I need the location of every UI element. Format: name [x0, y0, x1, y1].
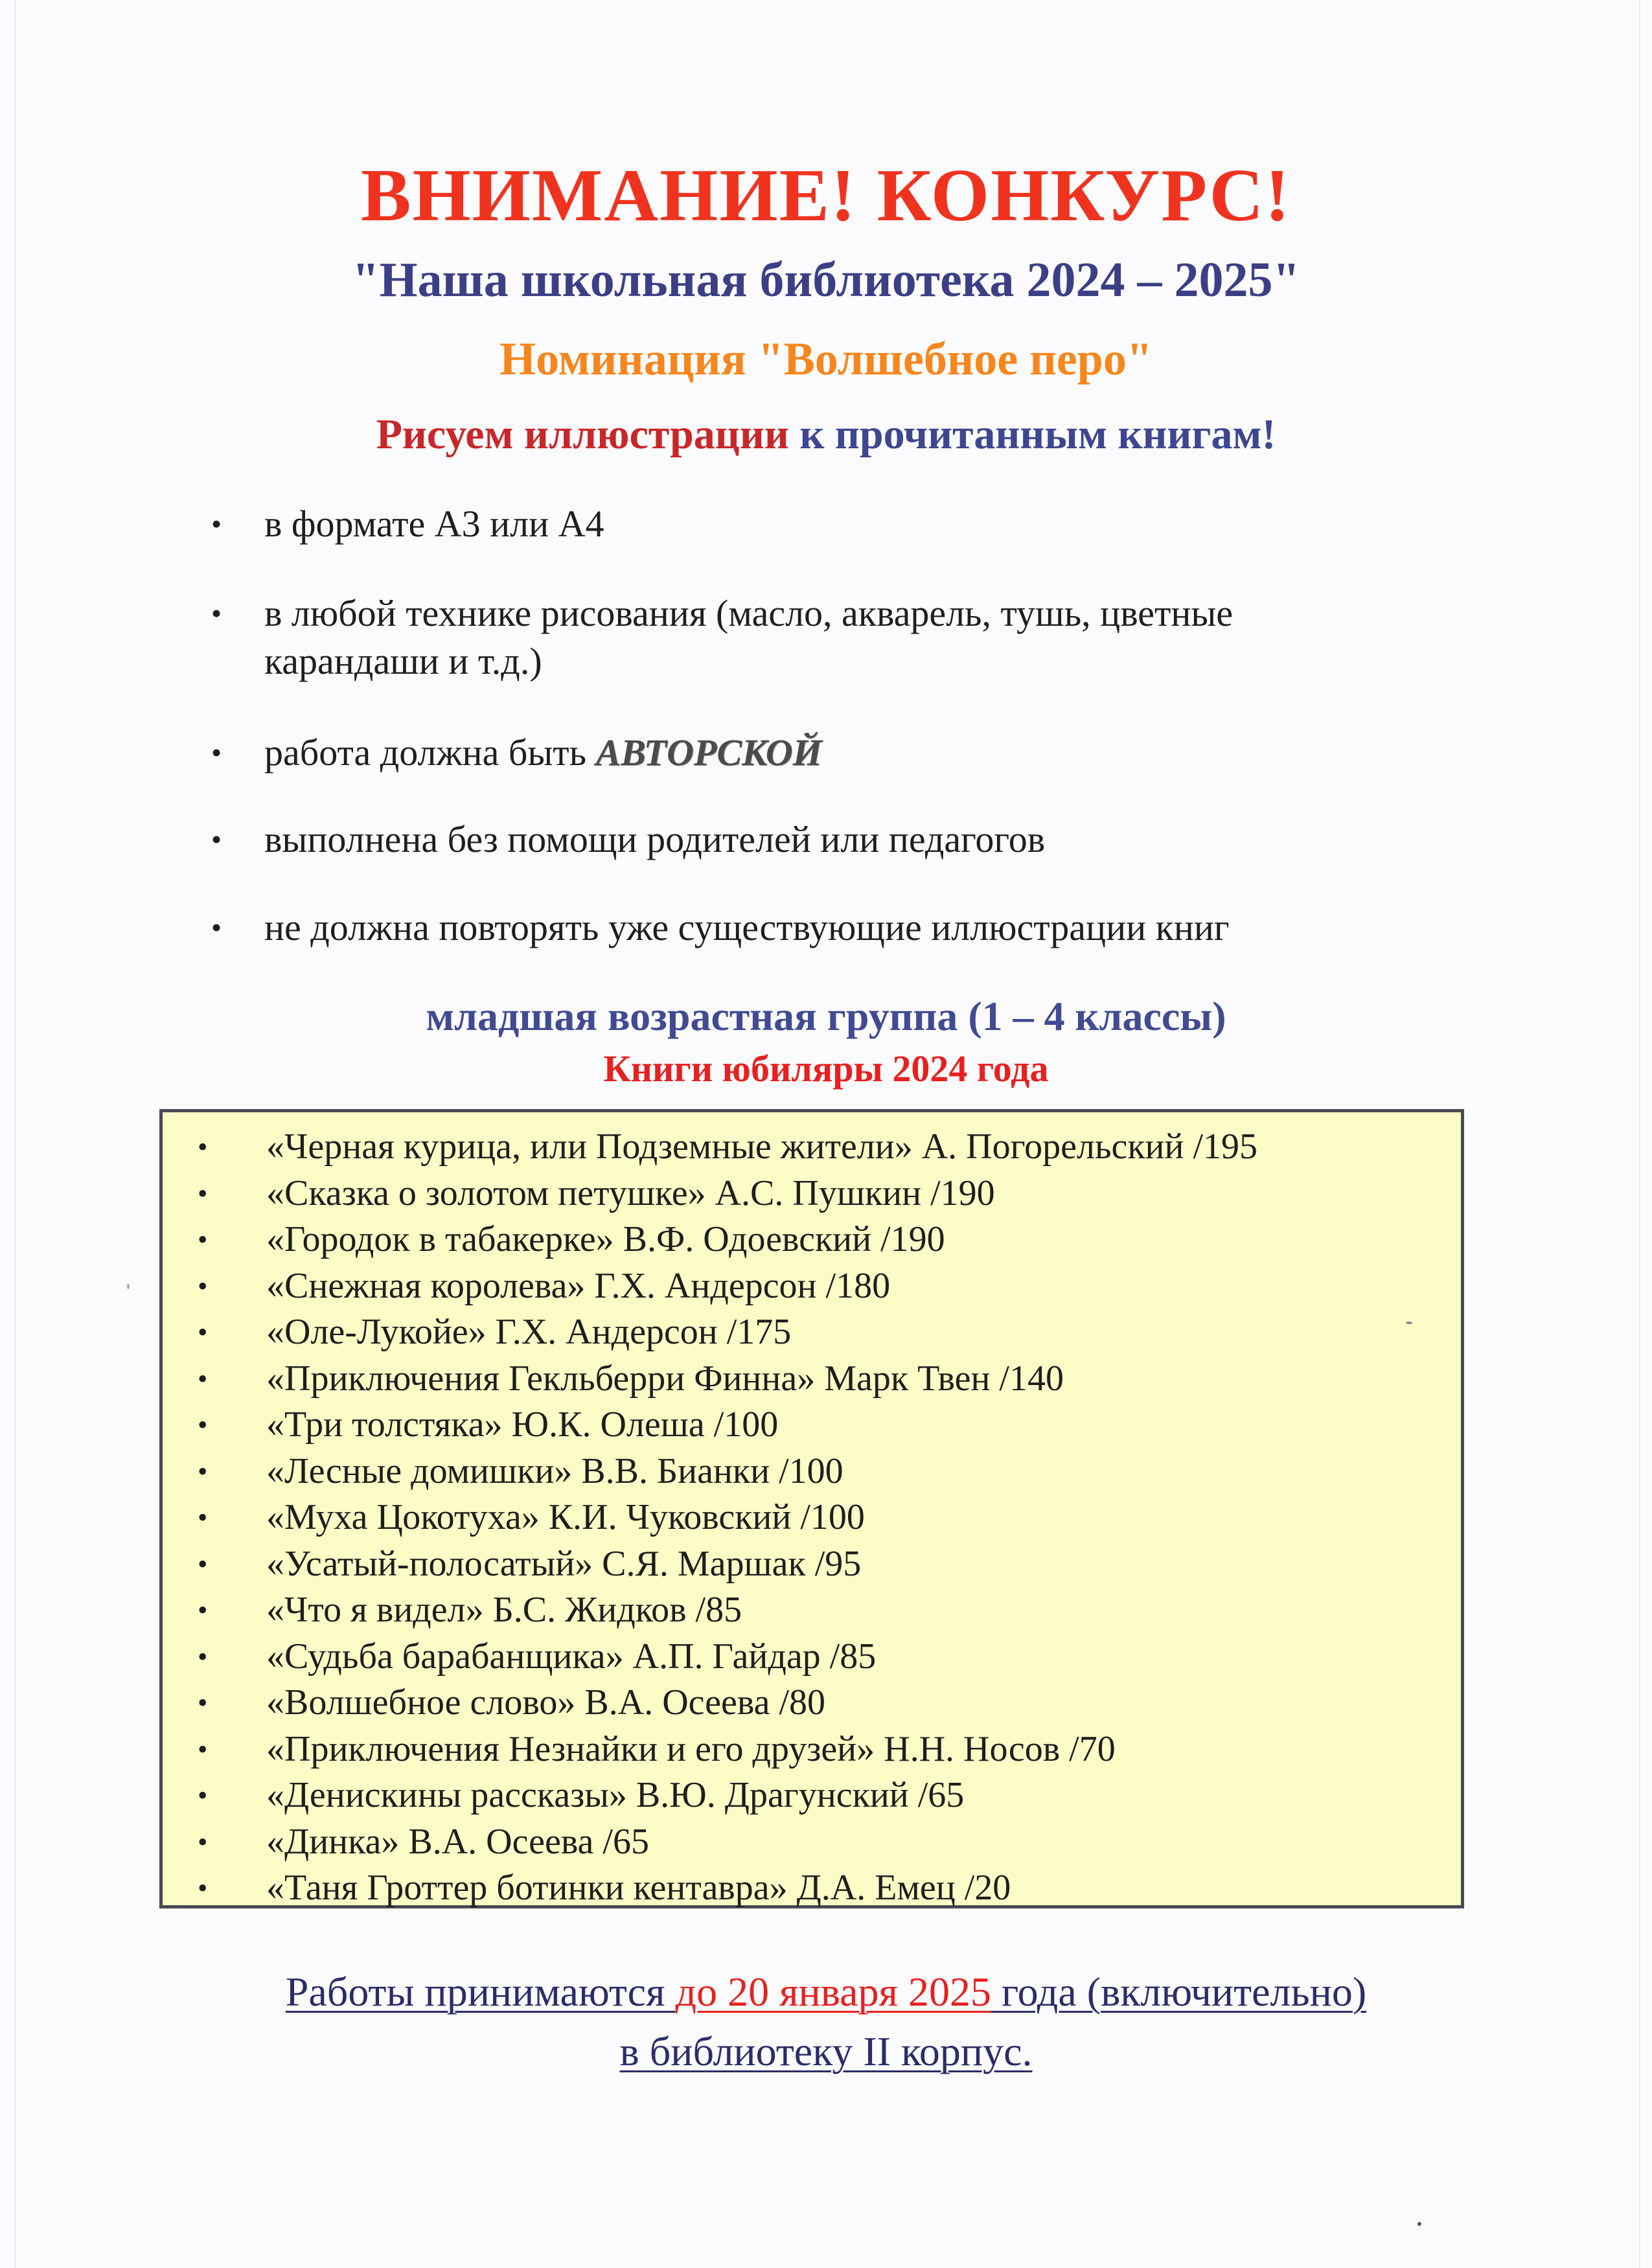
bullet-icon: •	[198, 1826, 208, 1858]
requirement-technique	[211, 590, 1445, 685]
book-entry: «Лесные домишки» В.В. Бианки /100	[266, 1450, 843, 1491]
list-item	[198, 1263, 1257, 1310]
jubilee-books-list	[198, 1124, 1257, 1912]
deadline-notice	[0, 1965, 1652, 2019]
list-item	[198, 1865, 1257, 1912]
book-entry: «Снежная королева» Г.Х. Андерсон /180	[266, 1265, 891, 1306]
book-entry: «Приключения Гекльберри Финна» Марк Твен /140	[266, 1358, 1064, 1399]
list-item	[198, 1402, 1257, 1449]
task-heading	[0, 407, 1652, 463]
book-entry: «Динка» В.А. Осеева /65	[266, 1821, 649, 1862]
bullet-icon: •	[198, 1594, 208, 1626]
book-entry: «Приключения Незнайки и его друзей» Н.Н. Носов /70	[266, 1728, 1116, 1769]
list-item	[198, 1356, 1257, 1403]
bullet-icon: •	[198, 1131, 208, 1163]
bullet-icon: •	[198, 1316, 208, 1348]
requirement-no-help	[211, 816, 1445, 864]
bullet-icon: •	[198, 1548, 208, 1580]
bullet-icon: •	[198, 1733, 208, 1765]
nomination-title: Номинация "Волшебное перо"	[499, 333, 1153, 385]
bullet-icon: •	[211, 507, 222, 540]
bullet-icon: •	[198, 1177, 208, 1209]
list-item	[198, 1309, 1257, 1356]
list-item	[198, 1124, 1257, 1171]
scan-speck	[1406, 1322, 1412, 1324]
book-entry: «Волшебное слово» В.А. Осеева /80	[266, 1682, 825, 1723]
requirement-text: в формате А3 или А4	[264, 503, 604, 545]
list-item	[198, 1634, 1257, 1680]
requirement-text-prefix: работа должна быть	[264, 731, 596, 773]
jubilee-books-box	[159, 1109, 1464, 1908]
task-heading-part-red: Рисуем иллюстрации	[376, 411, 789, 458]
scan-speck	[127, 1284, 130, 1289]
bullet-icon: •	[211, 736, 222, 769]
list-item	[198, 1680, 1257, 1726]
requirement-text-line-2: карандаши и т.д.)	[264, 640, 542, 682]
book-entry: «Таня Гроттер ботинки кентавра» Д.А. Емец /20	[266, 1868, 1011, 1908]
requirement-originality	[211, 904, 1445, 952]
bullet-icon: •	[198, 1270, 208, 1302]
deadline-notice-part-1: Работы принимаются	[285, 1969, 676, 2015]
book-entry: «Что я видел» Б.С. Жидков /85	[266, 1590, 742, 1630]
age-group-heading: младшая возрастная группа (1 – 4 классы)	[426, 993, 1226, 1039]
submission-location	[0, 2025, 1652, 2078]
book-entry: «Судьба барабанщика» А.П. Гайдар /85	[266, 1636, 877, 1677]
bullet-icon: •	[198, 1409, 208, 1441]
bullet-icon: •	[211, 597, 222, 630]
bullet-icon: •	[198, 1362, 208, 1395]
scan-speck	[1417, 2222, 1421, 2226]
list-item	[198, 1772, 1257, 1819]
bullet-icon: •	[198, 1780, 208, 1811]
list-item	[198, 1171, 1257, 1217]
book-entry: «Усатый-полосатый» С.Я. Маршак /95	[266, 1543, 862, 1584]
jubilee-books-heading: Книги юбиляры 2024 года	[603, 1048, 1049, 1090]
bullet-icon: •	[198, 1455, 208, 1487]
requirement-authorship	[211, 729, 1445, 777]
task-heading-part-blue: к прочитанным книгам!	[788, 411, 1276, 458]
requirement-text-line-1: в любой технике рисования (масло, акварель, тушь, цветные	[264, 592, 1233, 634]
requirement-text: не должна повторять уже существующие иллюстрации книг	[264, 906, 1230, 948]
bullet-icon: •	[211, 911, 222, 944]
book-entry: «Сказка о золотом петушке» А.С. Пушкин /190	[266, 1173, 995, 1213]
deadline-notice-part-2: года (включительно)	[991, 1969, 1367, 2015]
list-item	[198, 1217, 1257, 1263]
list-item	[198, 1449, 1257, 1495]
requirement-format	[211, 500, 1445, 548]
list-item	[198, 1495, 1257, 1541]
contest-name: "Наша школьная библиотека 2024 – 2025"	[352, 253, 1300, 307]
requirement-text	[214, 729, 1445, 777]
bullet-icon: •	[198, 1687, 208, 1719]
requirement-text: выполнена без помощи родителей или педагогов	[264, 818, 1046, 860]
bullet-icon: •	[211, 823, 222, 856]
poster-title: ВНИМАНИЕ! КОНКУРС!	[361, 154, 1291, 237]
list-item	[198, 1726, 1257, 1773]
list-item	[198, 1541, 1257, 1588]
list-item	[198, 1819, 1257, 1866]
bullet-icon: •	[198, 1640, 208, 1673]
book-entry: «Городок в табакерке» В.Ф. Одоевский /190	[266, 1219, 945, 1259]
requirement-emphasis: АВТОРСКОЙ	[595, 731, 822, 773]
submission-location-text: в библиотеку II корпус.	[619, 2028, 1033, 2074]
book-entry: «Три толстяка» Ю.К. Олеша /100	[266, 1404, 779, 1445]
list-item	[198, 1587, 1257, 1634]
bullet-icon: •	[198, 1224, 208, 1255]
bullet-icon: •	[198, 1502, 208, 1533]
book-entry: «Оле-Лукойе» Г.Х. Андерсон /175	[266, 1312, 792, 1352]
book-entry: «Денискины рассказы» В.Ю. Драгунский /65	[266, 1775, 965, 1815]
book-entry: «Муха Цокотуха» К.И. Чуковский /100	[266, 1497, 865, 1537]
book-entry: «Черная курица, или Подземные жители» А. Погорельский /195	[266, 1127, 1258, 1167]
bullet-icon: •	[198, 1872, 208, 1904]
deadline-date: до 20 января 2025	[675, 1969, 991, 2015]
